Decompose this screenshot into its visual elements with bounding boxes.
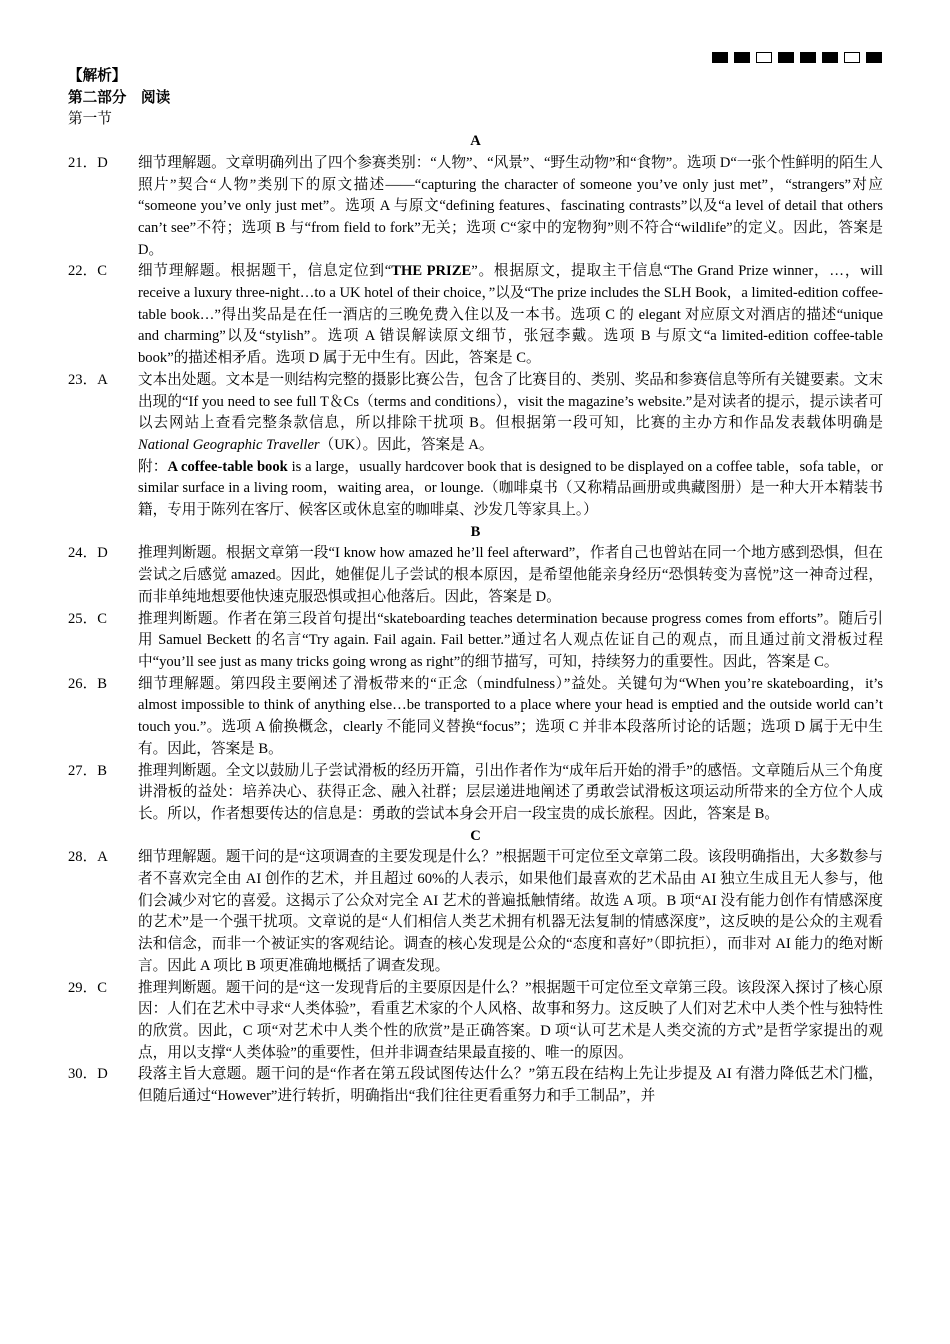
question-number: 30．D bbox=[68, 1066, 108, 1083]
marker-square bbox=[822, 52, 838, 63]
marker-square bbox=[800, 52, 816, 63]
coffee-table-book-note bbox=[68, 457, 883, 522]
question-number: 24．D bbox=[68, 545, 108, 562]
question-number: 21．D bbox=[68, 154, 108, 171]
question-30 bbox=[68, 1064, 883, 1107]
marker-square bbox=[778, 52, 794, 63]
bold-term: THE PRIZE bbox=[391, 263, 472, 280]
question-number: 23．A bbox=[68, 371, 108, 388]
question-number: 27．B bbox=[68, 762, 107, 779]
bold-term: A coffee-table book bbox=[167, 458, 288, 475]
part-heading: 第二部分 阅读 bbox=[68, 89, 171, 106]
passage-a-heading: A bbox=[470, 133, 481, 150]
marker-square bbox=[734, 52, 750, 63]
marker-square bbox=[866, 52, 882, 63]
question-number: 25．C bbox=[68, 610, 107, 627]
text-segment: 附： bbox=[138, 458, 168, 475]
question-26 bbox=[68, 674, 883, 761]
question-24 bbox=[68, 543, 883, 608]
question-explanation bbox=[138, 370, 883, 457]
question-number: 26．B bbox=[68, 675, 107, 692]
question-explanation: 细节理解题。题干问的是“这项调查的主要发现是什么？”根据题干可定位至文章第二段。该段明确指出，大多数参与者不喜欢完全由 AI 创作的艺术，并且超过 60%的人表示，如果他们最喜欢的艺术品由 AI 独立生成且无人参与，他们会减少对它的喜爱。这揭示了公众对完全 AI 艺术的普遍抵触情绪。故选 A 项。B 项“AI 没有能力创作有情感深度的艺术”是一个强干扰项。文章说的是“人们相信人类艺术拥有机器无法复制的情感深度”，这反映的是公众的主观看法和信念，而非一个被证实的客观结论。调查的核心发现是公众的“态度和喜好”（即抗拒），而非对 AI 能力的绝对断言。因此 A 项比 B 项更准确地概括了调查发现。 bbox=[138, 849, 883, 974]
section-heading: 第一节 bbox=[68, 111, 112, 128]
question-explanation: 推理判断题。根据文章第一段“I know how amazed he’ll feel afterward”，作者自己也曾站在同一个地方感到恐惧，但在尝试之后感觉 amazed。因此，她催促儿子尝试的根本原因，是希望他能亲身经历“恐惧转变为喜悦”这一神奇过程，而非单纯地想要他快速克服恐惧或担心他落后。因此，答案是 D。 bbox=[138, 545, 883, 605]
question-explanation: 推理判断题。全文以鼓励儿子尝试滑板的经历开篇，引出作者作为“成年后开始的滑手”的感悟。文章随后从三个角度讲滑板的益处：培养决心、获得正念、融入社群；层层递进地阐述了勇敢尝试滑板这项运动所带来的全方位个人成长。所以，作者想要传达的信息是：勇敢的尝试本身会开启一段宝贵的成长旅程。因此，答案是 B。 bbox=[138, 762, 883, 822]
question-number: 28．A bbox=[68, 849, 108, 866]
analysis-heading: 【解析】 bbox=[68, 68, 127, 84]
question-28 bbox=[68, 847, 883, 977]
question-explanation: 推理判断题。题干问的是“这一发现背后的主要原因是什么？”根据题干可定位至文章第三段。该段深入探讨了核心原因：人们在艺术中寻求“人类体验”，看重艺术家的个人风格、故事和努力。这反映了人们对艺术中人类个性与独特性的欣赏。因此，C 项“对艺术中人类个性的欣赏”是正确答案。D 项“认可艺术是人类交流的方式”是哲学家提出的观点，用以支撑“人类体验”的重要性，但并非调查结果最直接的、唯一的原因。 bbox=[138, 979, 883, 1061]
italic-title: National Geographic Traveller bbox=[138, 436, 320, 453]
text-segment: 文本出处题。文本是一则结构完整的摄影比赛公告，包含了比赛目的、类别、奖品和参赛信息等所有关键要素。文末出现的“If you need to see full T＆Cs（terms and conditions），visit the magazine’s website.”是对读者的提示，提示读者可以去网站上查看完整条款信息，所以排除干扰项 B。但根据第一段可知，比赛的主办方和作品发表载体明确是 bbox=[138, 371, 883, 432]
question-explanation: 细节理解题。第四段主要阐述了滑板带来的“正念（mindfulness）”益处。关键句为“When you’re skateboarding，it’s almost impossible to think of anything else…be transported to a place where your head is emptied and the outside world can’t touch you.”。选项 A 偷换概念，clearly 不能同义替换“focus”；选项 C 并非本段落所讨论的话题；选项 D 属于无中生有。因此，答案是 B。 bbox=[138, 675, 883, 757]
page-marker-squares bbox=[712, 52, 882, 63]
text-segment: （UK）。因此，答案是 A。 bbox=[319, 436, 494, 453]
question-27 bbox=[68, 761, 883, 826]
question-25 bbox=[68, 609, 883, 674]
passage-b-heading: B bbox=[470, 523, 481, 540]
marker-square bbox=[844, 52, 860, 63]
question-23 bbox=[68, 370, 883, 457]
question-explanation: 段落主旨大意题。题干问的是“作者在第五段试图传达什么？”第五段在结构上先让步提及 AI 有潜力降低艺术门槛，但随后通过“However”进行转折，明确指出“我们往往更看重努力和手工制品”，并 bbox=[138, 1066, 883, 1105]
question-22 bbox=[68, 261, 883, 370]
question-explanation: 细节理解题。文章明确列出了四个参赛类别：“人物”、“风景”、“野生动物”和“食物”。选项 D“一张个性鲜明的陌生人照片”契合“人物”类别下的原文描述——“capturing the character of someone you’ve only just met”，“strangers”对应 “someone you’ve only just met”。选项 A 与原文“defining features、fascinating contrasts”以及“a level of detail that others can’t see”不符；选项 B 与“from field to fork”无关；选项 C“家中的宠物狗”则不符合“wildlife”的定义。因此，答案是 D。 bbox=[138, 154, 883, 258]
question-number: 29．C bbox=[68, 979, 107, 996]
question-29 bbox=[68, 978, 883, 1065]
marker-square bbox=[712, 52, 728, 63]
question-21 bbox=[68, 153, 883, 262]
question-explanation: 推理判断题。作者在第三段首句提出“skateboarding teaches determination because progress comes from efforts”。随后引用 Samuel Beckett 的名言“Try again. Fail again. Fail better.”通过名人观点佐证自己的观点，而且通过前文滑板过程中“you’ll see just as many tricks going wrong as right”的细节描写，可知，持续努力的重要性。因此，答案是 C。 bbox=[138, 610, 883, 670]
text-segment: ”。根据原文，提取主干信息“The Grand Prize winner，…，will receive a luxury three-night…to a UK hotel of their choice，”以及“The prize includes the SLH Book，a limited-edition coffee-table book…”得出奖品是在任一酒店的三晚免费入住以及一本书。选项 C 的 elegant 对应原文对酒店的描述“unique and charming”以及“stylish”。选项 A 错误解读原文细节，张冠李戴。选项 B 与原文“a limited-edition coffee-table book”的描述相矛盾。选项 D 属于无中生有。因此，答案是 C。 bbox=[138, 263, 883, 367]
answer-analysis-page bbox=[68, 66, 883, 1108]
passage-c-heading: C bbox=[470, 827, 481, 844]
marker-square bbox=[756, 52, 772, 63]
text-segment: 细节理解题。根据题干，信息定位到“ bbox=[138, 263, 392, 280]
text-segment: is a large，usually hardcover book that is designed to be displayed on a coffee table，sofa table，or similar surface in a living room，waiting area，or lounge.（咖啡桌书（又称精品画册或典藏图册）是一种大开本精装书籍，专用于陈列在客厅、候客区或休息室的咖啡桌、沙发几等家具上。） bbox=[138, 458, 883, 519]
question-explanation bbox=[138, 261, 883, 370]
question-number: 22．C bbox=[68, 263, 107, 280]
